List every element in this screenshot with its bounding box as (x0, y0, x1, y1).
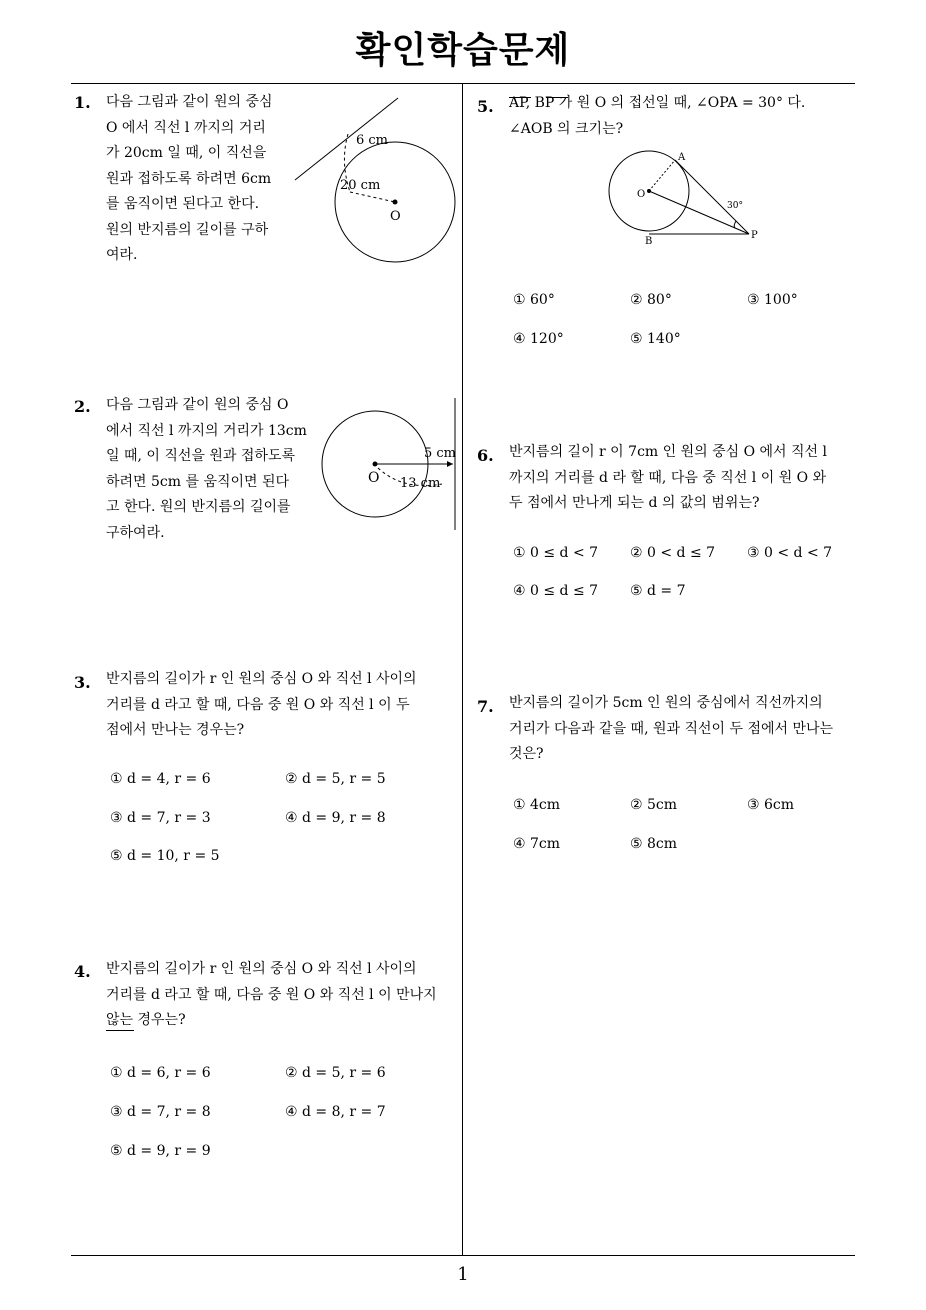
question-1-text (106, 90, 286, 269)
question-7-option-5[interactable]: ⑤ 8cm (630, 836, 678, 852)
question-4-text (106, 957, 458, 1034)
question-7-text (509, 691, 861, 768)
question-4-option-3[interactable]: ③ d = 7, r = 8 (110, 1104, 211, 1120)
question-5-option-2[interactable]: ② 80° (630, 292, 672, 308)
question-7-option-2[interactable]: ② 5cm (630, 797, 678, 813)
question-4-line: 거리를 d 라고 할 때, 다음 중 원 O 와 직선 l 이 만나지 (106, 986, 437, 1003)
question-7-option-3[interactable]: ③ 6cm (747, 797, 795, 813)
column-divider (462, 83, 463, 1255)
question-3-option-1[interactable]: ① d = 4, r = 6 (110, 771, 211, 787)
question-1-line: O 에서 직선 l 까지의 거리 (106, 119, 266, 136)
overline-ap (509, 97, 531, 98)
question-3-option-4[interactable]: ④ d = 9, r = 8 (285, 810, 386, 826)
question-6-option-2[interactable]: ② 0 < d ≤ 7 (630, 545, 716, 561)
angle-arc (734, 221, 736, 228)
question-6-option-1[interactable]: ① 0 ≤ d < 7 (513, 545, 599, 561)
question-6-text (509, 440, 861, 517)
arrow-head (447, 461, 453, 467)
question-6-line: 두 점에서 만나게 되는 d 의 값의 범위는? (509, 495, 760, 511)
question-6-option-3[interactable]: ③ 0 < d < 7 (747, 545, 833, 561)
label-center: O (390, 209, 401, 224)
question-3-line: 점에서 만나는 경우는? (106, 722, 245, 738)
question-3-line: 거리를 d 라고 할 때, 다음 중 원 O 와 직선 l 이 두 (106, 696, 410, 713)
label-a: A (678, 152, 686, 163)
question-1-figure (290, 92, 460, 267)
question-3-option-3[interactable]: ③ d = 7, r = 3 (110, 810, 211, 826)
question-2-text (106, 393, 316, 546)
page-number: 1 (457, 1264, 469, 1285)
underline (106, 1030, 134, 1031)
question-7-line: 반지름의 길이가 5cm 인 원의 중심에서 직선까지의 (509, 695, 823, 711)
question-2-line: 에서 직선 l 까지의 거리가 13cm (106, 422, 307, 439)
question-4-option-1[interactable]: ① d = 6, r = 6 (110, 1065, 211, 1081)
question-3-option-2[interactable]: ② d = 5, r = 5 (285, 771, 386, 787)
question-7-number: 7. (477, 697, 494, 716)
question-1-number: 1. (74, 93, 91, 112)
question-6-option-4[interactable]: ④ 0 ≤ d ≤ 7 (513, 583, 599, 599)
header-rule (71, 83, 855, 84)
question-2-figure (318, 396, 460, 534)
tangent-ap (675, 160, 749, 234)
overline-bp (546, 97, 568, 98)
question-2-line: 하려면 5cm 를 움직이면 된다 (106, 473, 290, 490)
question-4-option-5[interactable]: ⑤ d = 9, r = 9 (110, 1143, 211, 1159)
question-5-option-4[interactable]: ④ 120° (513, 331, 564, 347)
question-1-line: 여라. (106, 247, 138, 263)
question-5-line: ∠AOB 의 크기는? (509, 120, 624, 137)
question-5-text (509, 91, 861, 142)
center-point (373, 462, 378, 467)
question-3-text (106, 667, 458, 744)
question-1-line: 가 20cm 일 때, 이 직선을 (106, 145, 267, 161)
question-2-line: 고 한다. 원의 반지름의 길이를 (106, 499, 291, 515)
label-p: P (751, 230, 758, 241)
question-7-line: 거리가 다음과 같을 때, 원과 직선이 두 점에서 만나는 (509, 720, 834, 737)
question-6-option-5[interactable]: ⑤ d = 7 (630, 583, 686, 599)
question-5-option-3[interactable]: ③ 100° (747, 292, 798, 308)
question-3-line: 반지름의 길이가 r 인 원의 중심 O 와 직선 l 사이의 (106, 671, 417, 687)
question-4-line: 반지름의 길이가 r 인 원의 중심 O 와 직선 l 사이의 (106, 961, 417, 977)
label-center: O (368, 470, 380, 486)
question-5-option-5[interactable]: ⑤ 140° (630, 331, 681, 347)
question-1-line: 원과 접하도록 하려면 6cm (106, 170, 272, 187)
question-7-line: 것은? (509, 746, 544, 762)
label-b: B (645, 236, 653, 247)
dashed-radius (350, 192, 395, 202)
center-point (393, 200, 398, 205)
question-4-option-2[interactable]: ② d = 5, r = 6 (285, 1065, 386, 1081)
question-2-number: 2. (74, 397, 91, 416)
page-title: 확인학습문제 (355, 30, 571, 71)
label-angle: 30° (727, 201, 743, 211)
question-7-option-1[interactable]: ① 4cm (513, 797, 561, 813)
label-6cm: 6 cm (356, 133, 389, 148)
question-5-number: 5. (477, 97, 494, 116)
label-13cm: 13 cm (400, 476, 441, 491)
center-point (647, 189, 651, 193)
footer-rule (71, 1255, 855, 1256)
question-4-option-4[interactable]: ④ d = 8, r = 7 (285, 1104, 386, 1120)
question-3-option-5[interactable]: ⑤ d = 10, r = 5 (110, 848, 220, 864)
question-1-line: 다음 그림과 같이 원의 중심 (106, 94, 273, 110)
question-5-line: AP, BP 가 원 O 의 접선일 때, ∠OPA = 30° 다. (509, 95, 806, 111)
question-1-line: 원의 반지름의 길이를 구하 (106, 221, 269, 238)
question-7-option-4[interactable]: ④ 7cm (513, 836, 561, 852)
question-5-option-1[interactable]: ① 60° (513, 292, 555, 308)
question-4-line: 않는 경우는? (106, 1012, 186, 1028)
question-2-line: 구하여라. (106, 524, 165, 541)
question-4-number: 4. (74, 962, 91, 981)
label-20cm: 20 cm (340, 178, 381, 193)
question-6-line: 반지름의 길이 r 이 7cm 인 원의 중심 O 에서 직선 l (509, 444, 828, 460)
label-o: O (637, 189, 646, 200)
question-2-line: 다음 그림과 같이 원의 중심 O (106, 397, 289, 413)
question-1-line: 를 움직이면 된다고 한다. (106, 196, 260, 212)
question-3-number: 3. (74, 673, 91, 692)
question-2-line: 일 때, 이 직선을 원과 접하도록 (106, 448, 295, 464)
question-5-figure (603, 148, 773, 248)
radius-oa (649, 160, 675, 191)
question-6-number: 6. (477, 446, 494, 465)
label-5cm: 5 cm (424, 446, 457, 461)
question-6-line: 까지의 거리를 d 라 할 때, 다음 중 직선 l 이 원 O 와 (509, 469, 827, 486)
